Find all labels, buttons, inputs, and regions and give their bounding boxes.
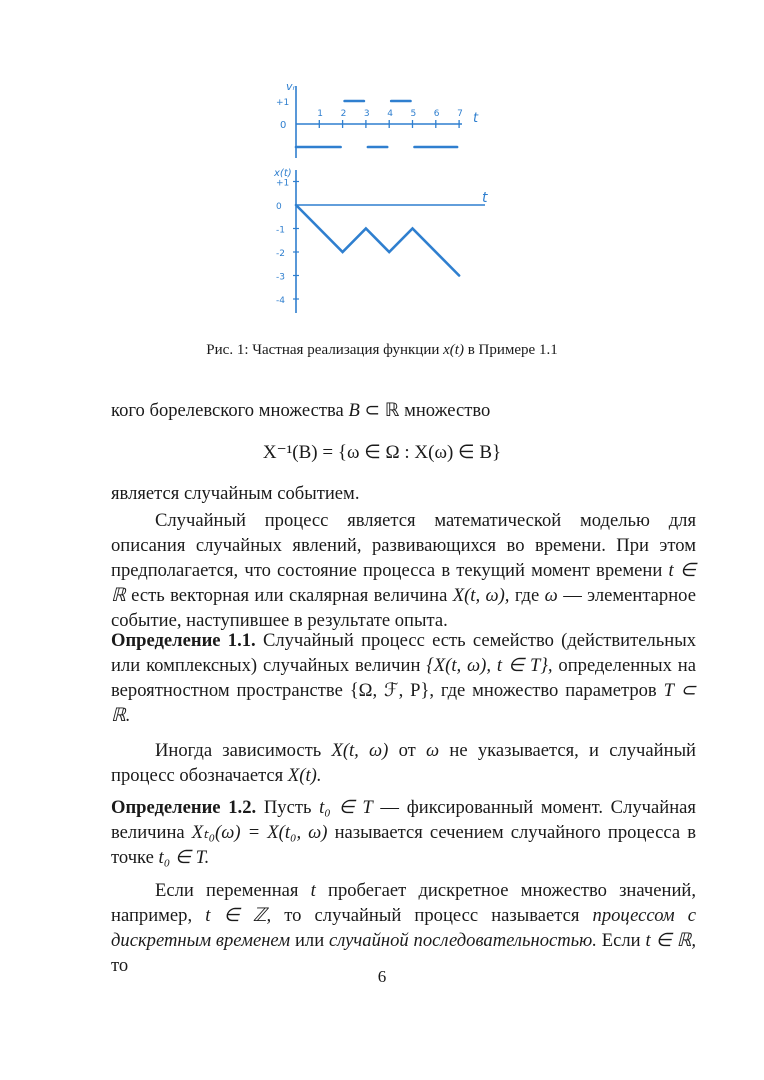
math-t-in-R: t ∈ ℝ, [645, 930, 696, 951]
text: Случайный процесс есть семейство (действительных или комплексных) случайных величин [111, 630, 696, 676]
text: Случайный процесс является математической моделью для описания случайных явлений, развивающихся во времени. При этом предполагается, что состояние процесса в текущий момент времени [111, 510, 696, 581]
text: — элементарное событие, наступившее в результате опыта. [111, 585, 696, 631]
text: то случайный процесс называется [284, 905, 580, 926]
math-t-in-Z: t ∈ ℤ, [205, 905, 272, 926]
top-y-tick-label: +1 [276, 98, 290, 108]
math-X-t-omega: X(t, ω), [452, 585, 510, 606]
text: пробегает дискретное множество значений, например, [111, 880, 696, 926]
paragraph-notation [111, 738, 696, 788]
math-t-in-R: t ∈ ℝ [111, 560, 697, 606]
bottom-y-tick-label: -1 [276, 225, 285, 236]
top-y-label: vₙ [286, 80, 297, 93]
figure-caption [0, 342, 764, 359]
math-t: t [310, 880, 316, 901]
bottom-x-label: t [482, 190, 488, 206]
math-T-subset-R: T ⊂ ℝ. [111, 680, 697, 726]
page-number: 6 [377, 967, 387, 986]
text: — фиксированный момент. Случайная величина [111, 797, 696, 843]
emphasis-random-sequence: случайной последовательностью. [329, 930, 597, 951]
top-x-tick-label: 2 [340, 109, 347, 119]
top-x-tick-label: 4 [387, 109, 393, 119]
math-omega: ω [426, 740, 440, 761]
text: кого борелевского множества [111, 400, 344, 421]
top-x-tick-label: 1 [317, 109, 324, 119]
emphasis-discrete-time-process: процессом с дискретным временем [111, 905, 696, 951]
bottom-y-tick-label: -2 [276, 249, 285, 259]
caption-suffix: в Примере 1.1 [467, 342, 558, 358]
math-probability-space: {Ω, ℱ, P}, [349, 680, 435, 701]
bottom-y-label: x(t) [274, 168, 292, 179]
bottom-plot [273, 168, 488, 313]
text: или [294, 930, 325, 951]
bottom-y-tick-label: -3 [276, 272, 285, 283]
text: есть векторная или скалярная величина [131, 585, 448, 606]
text: Если [601, 930, 641, 951]
text: определенных на вероятностном пространстве [111, 655, 696, 701]
definition-1-2 [111, 795, 696, 870]
paragraph-borel [111, 398, 696, 423]
math-t0-in-T: t₀ ∈ T [319, 797, 373, 818]
text: то [111, 955, 129, 976]
definition-title: Определение 1.1. [111, 630, 256, 651]
top-x-tick-label: 6 [433, 109, 440, 119]
math-subset-R: ⊂ ℝ [364, 400, 400, 421]
top-plot [276, 80, 479, 158]
caption-text: Рис. 1: Частная реализация функции [206, 342, 440, 358]
definition-title: Определение 1.2. [111, 797, 257, 818]
top-y-tick-label: 0 [280, 120, 287, 131]
display-formula: X⁻¹(B) = {ω ∈ Ω : X(ω) ∈ B} [262, 442, 502, 463]
math-X-t: X(t). [287, 765, 322, 786]
text: от [398, 740, 416, 761]
caption-math: x(t) [443, 342, 464, 358]
text: называется сечением случайного процесса в точке [111, 822, 696, 868]
paragraph-event: является случайным событием. [111, 483, 360, 504]
text: Пусть [263, 797, 312, 818]
text: где [514, 585, 540, 606]
paragraph-process-model [111, 508, 696, 633]
text: не указывается, и случайный процесс обозначается [111, 740, 697, 786]
top-x-tick-label: 3 [363, 109, 370, 119]
top-x-tick-label: 7 [457, 109, 463, 119]
text: Иногда зависимость [155, 740, 322, 761]
paragraph-discrete-time [111, 878, 696, 978]
text: где множество параметров [440, 680, 657, 701]
bottom-y-tick-label: 0 [276, 202, 282, 212]
figure-hand-drawn-plots [270, 78, 510, 328]
text: множество [404, 400, 491, 421]
top-x-tick-label: 5 [410, 109, 417, 119]
math-omega: ω [544, 585, 558, 606]
math-t0-in-T: t₀ ∈ T. [158, 847, 210, 868]
math-B: B [348, 400, 360, 421]
math-family: {X(t, ω), t ∈ T}, [426, 655, 553, 676]
bottom-y-tick-label: -4 [276, 296, 285, 306]
definition-1-1 [111, 628, 696, 728]
bottom-y-tick-label: +1 [276, 178, 290, 189]
x-of-t-path [296, 205, 459, 276]
text: Если переменная [155, 880, 299, 901]
top-x-label: t [473, 111, 479, 126]
math-section: Xₜ₀(ω) = X(t₀, ω) [191, 822, 328, 843]
math-X-t-omega: X(t, ω) [331, 740, 389, 761]
